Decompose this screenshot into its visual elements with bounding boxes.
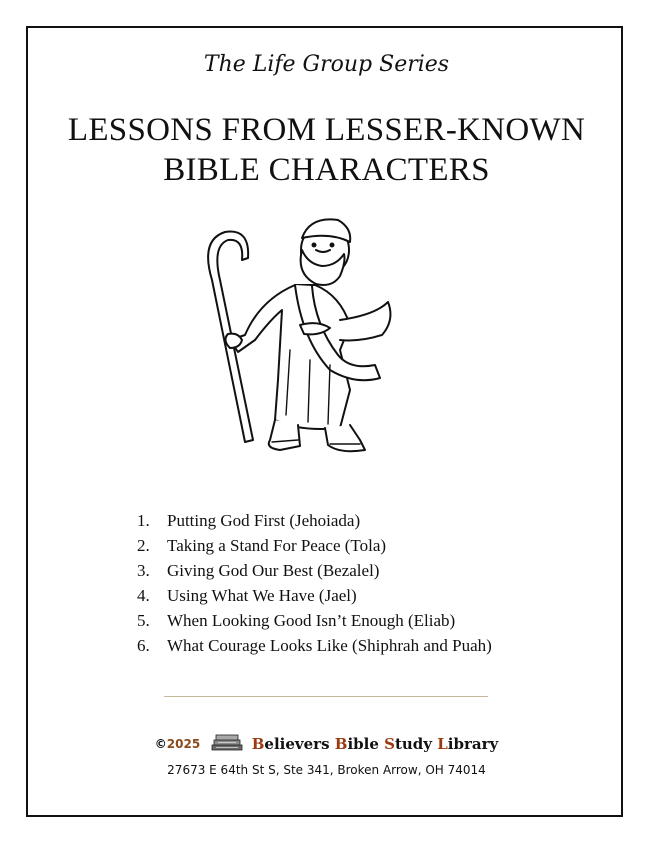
lesson-title: Taking a Stand For Peace (Tola): [167, 536, 387, 555]
lesson-number: 3.: [137, 561, 150, 580]
brand-initial: L: [437, 735, 448, 753]
lesson-item: [137, 533, 492, 558]
title-line-1: LESSONS FROM LESSER-KNOWN: [67, 112, 586, 148]
series-subtitle: The Life Group Series: [203, 52, 450, 77]
footer-brand: [0, 733, 653, 755]
page-title: [0, 110, 653, 190]
lesson-title: What Courage Looks Like (Shiphrah and Puah): [167, 636, 492, 655]
lesson-item: [137, 558, 492, 583]
lesson-item: [137, 583, 492, 608]
lesson-list: [137, 508, 492, 658]
copyright-year: 2025: [166, 737, 201, 751]
lesson-item: [137, 608, 492, 633]
brand-word-rest: ibrary: [447, 735, 499, 753]
lesson-title: Giving God Our Best (Bezalel): [167, 561, 380, 580]
lesson-number: 5.: [137, 611, 150, 630]
lesson-item: [137, 508, 492, 533]
copyright: [155, 737, 200, 751]
address: 27673 E 64th St S, Ste 341, Broken Arrow, OH 74014: [167, 763, 486, 777]
brand-initial: B: [334, 735, 348, 753]
lesson-number: 4.: [137, 586, 150, 605]
title-line-2: BIBLE CHARACTERS: [163, 152, 490, 188]
brand-word-rest: tudy: [394, 735, 432, 753]
brand-word-rest: elievers: [264, 735, 330, 753]
lesson-title: Putting God First (Jehoiada): [167, 511, 361, 530]
lesson-title: Using What We Have (Jael): [167, 586, 357, 605]
lesson-number: 6.: [137, 636, 150, 655]
brand-initial: S: [384, 735, 395, 753]
brand-initial: B: [251, 735, 265, 753]
books-icon: [211, 733, 243, 755]
lesson-number: 1.: [137, 511, 150, 530]
bible-man-with-staff-icon: [190, 210, 410, 480]
lesson-item: [137, 633, 492, 658]
lesson-number: 2.: [137, 536, 150, 555]
copyright-symbol: ©: [154, 737, 167, 751]
brand-name: [252, 735, 498, 753]
divider: [164, 696, 488, 697]
lesson-title: When Looking Good Isn’t Enough (Eliab): [167, 611, 456, 630]
brand-word-rest: ible: [347, 735, 379, 753]
